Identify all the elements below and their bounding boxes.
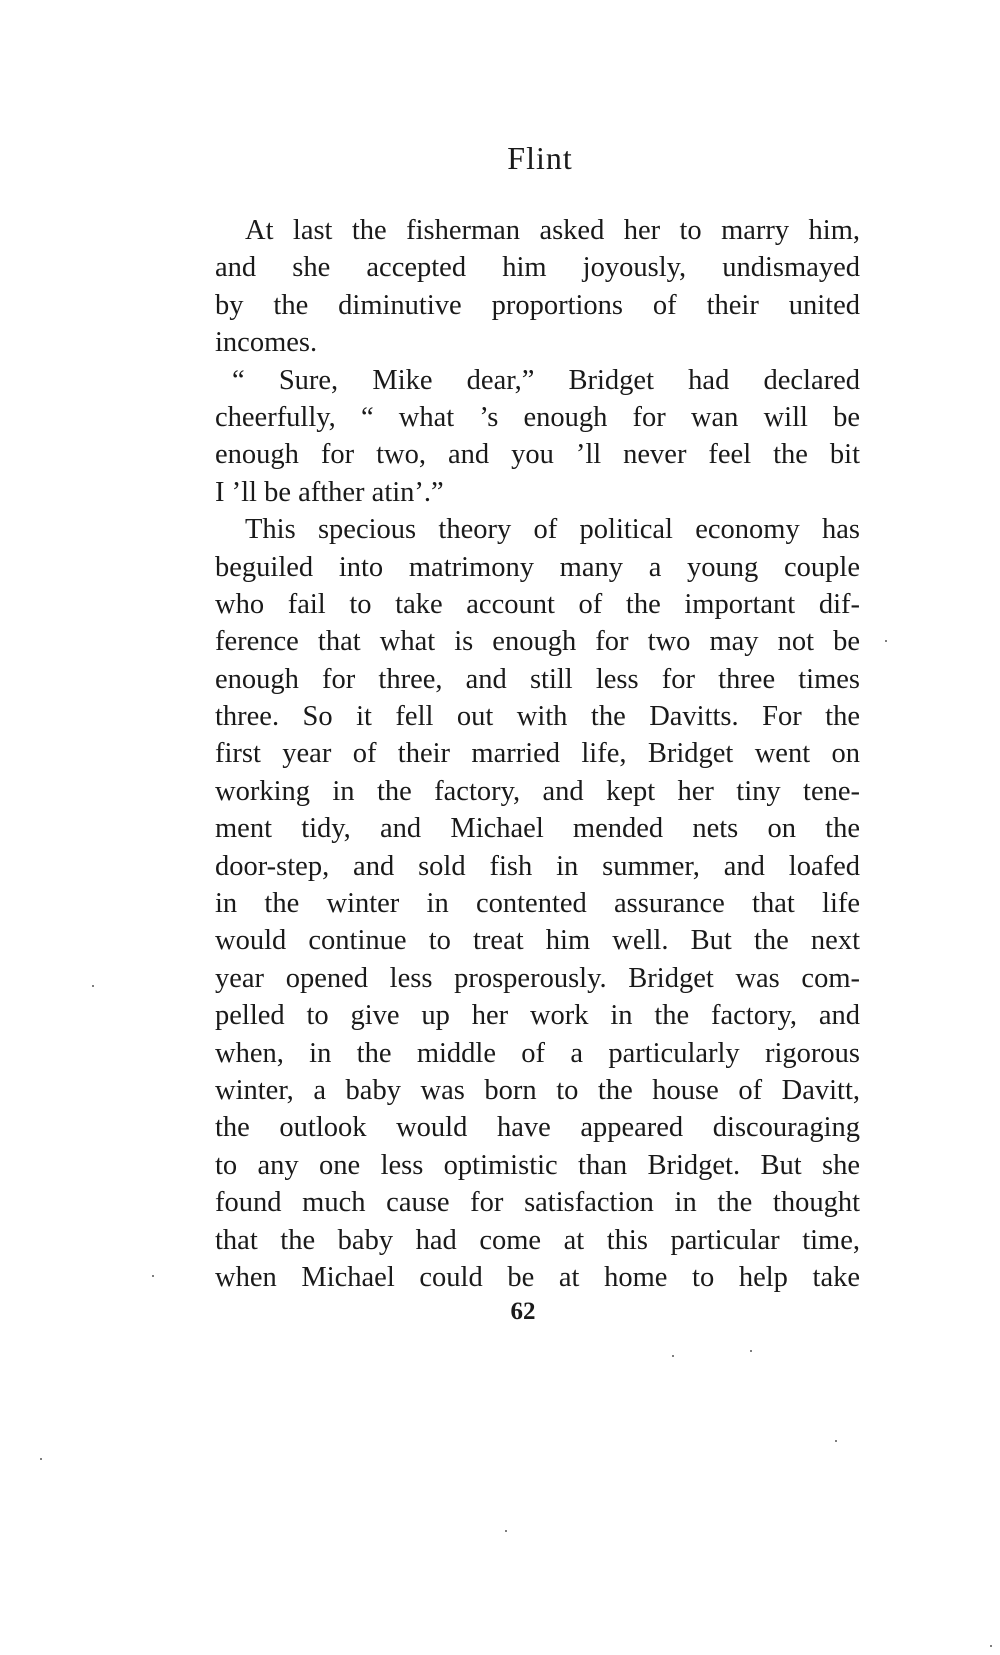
scan-speck: [505, 1530, 507, 1532]
text-line: ference that what is enough for two may not be: [215, 626, 860, 658]
scan-speck: [152, 1275, 154, 1277]
text-line: incomes.: [215, 327, 318, 359]
text-line: I ’ll be afther atin’.”: [215, 476, 444, 508]
text-line: to any one less optimistic than Bridget. But she: [215, 1149, 860, 1181]
scan-speck: [990, 1645, 992, 1647]
running-head-title: Flint: [507, 140, 573, 176]
text-line: would continue to treat him well. But the next: [215, 925, 860, 957]
text-line: ment tidy, and Michael mended nets on the: [215, 813, 860, 845]
text-line: This specious theory of political economy has: [245, 514, 860, 546]
text-line: who fail to take account of the important dif-: [215, 588, 860, 620]
text-line: door-step, and sold fish in summer, and loafed: [215, 850, 860, 882]
scan-speck: [835, 1440, 837, 1442]
text-line: beguiled into matrimony many a young couple: [215, 551, 860, 583]
text-line: working in the factory, and kept her tiny tene-: [215, 775, 860, 807]
scan-speck: [750, 1350, 752, 1352]
text-line: when Michael could be at home to help take: [215, 1261, 860, 1293]
text-line: the outlook would have appeared discouraging: [215, 1112, 860, 1144]
text-line: in the winter in contented assurance that life: [215, 888, 860, 920]
text-line: three. So it fell out with the Davitts. For the: [215, 701, 860, 733]
text-line: pelled to give up her work in the factory, and: [215, 1000, 860, 1032]
page-body-text: [215, 212, 860, 1296]
scan-speck: [92, 985, 94, 987]
scan-speck: [40, 1458, 42, 1460]
text-line: cheerfully, “ what ’s enough for wan will be: [215, 401, 860, 433]
text-line: At last the fisherman asked her to marry him,: [245, 215, 860, 246]
page-number: 62: [510, 1298, 536, 1325]
text-line: year opened less prosperously. Bridget was com-: [215, 962, 860, 994]
text-line: by the diminutive proportions of their united: [215, 289, 860, 321]
scan-speck: [885, 640, 887, 642]
text-line: “ Sure, Mike dear,” Bridget had declared: [232, 364, 860, 396]
text-line: and she accepted him joyously, undismayed: [215, 252, 860, 284]
text-line: when, in the middle of a particularly rigorous: [215, 1037, 860, 1069]
text-line: enough for three, and still less for three times: [215, 663, 860, 695]
text-line: winter, a baby was born to the house of Davitt,: [215, 1074, 860, 1106]
text-line: that the baby had come at this particular time,: [215, 1224, 860, 1256]
scan-speck: [672, 1355, 674, 1357]
text-line: found much cause for satisfaction in the thought: [215, 1187, 860, 1219]
text-line: first year of their married life, Bridget went on: [215, 738, 860, 770]
text-line: enough for two, and you ’ll never feel the bit: [215, 439, 860, 471]
